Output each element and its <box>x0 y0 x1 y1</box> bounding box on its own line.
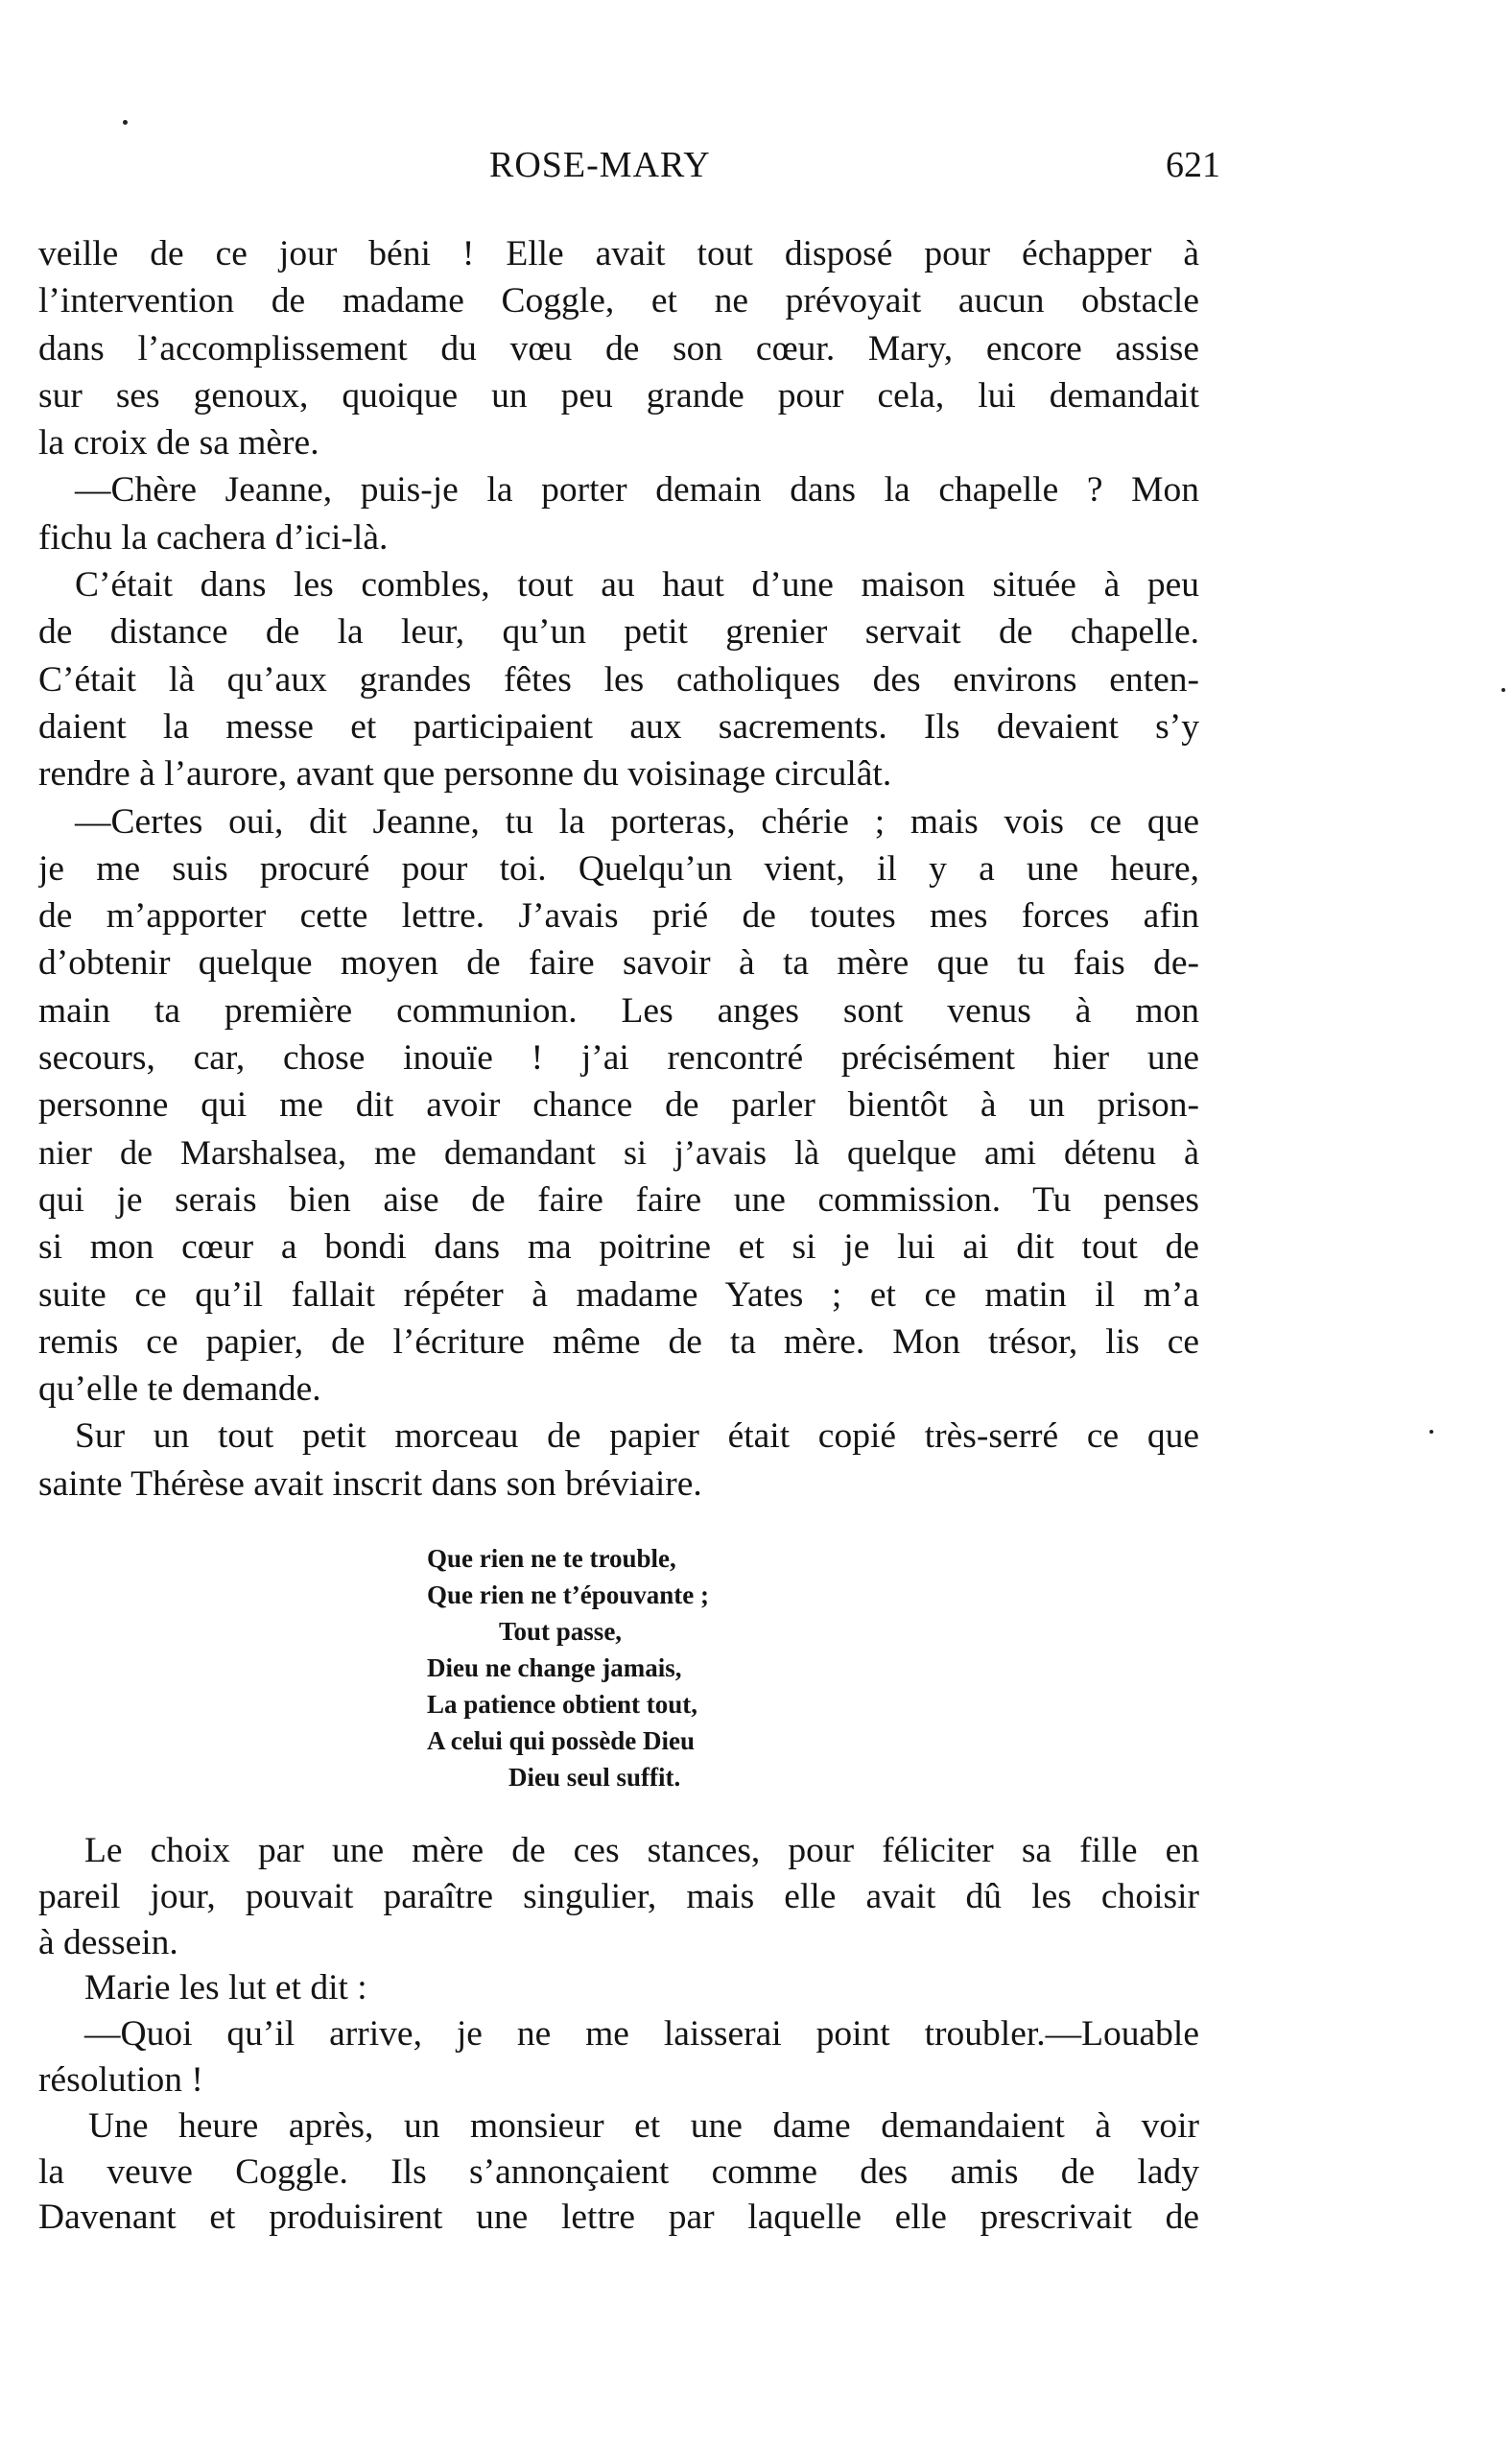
page-header <box>38 144 1220 202</box>
quoted-poem <box>427 1540 709 1795</box>
text-line: Davenant et produisirent une lettre par laquelle elle prescrivait de <box>38 2198 1199 2238</box>
closing-text <box>38 1828 1199 2241</box>
text-line: main ta première communion. Les anges sont venus à mon <box>38 990 1199 1031</box>
text-line: qui je serais bien aise de faire faire une commission. Tu penses <box>38 1179 1199 1220</box>
text-line: fichu la cachera d’ici-là. <box>38 517 389 558</box>
text-line: je me suis procuré pour toi. Quelqu’un vient, il y a une heure, <box>38 848 1199 889</box>
text-line: Sur un tout petit morceau de papier était copié très-serré ce que <box>75 1416 1199 1457</box>
main-text <box>38 230 1199 1508</box>
text-line: —Chère Jeanne, puis-je la porter demain dans la chapelle ? Mon <box>75 470 1199 511</box>
text-line: Le choix par une mère de ces stances, pour féliciter sa fille en <box>84 1831 1199 1870</box>
text-line: Une heure après, un monsieur et une dame demandaient à voir <box>88 2105 1199 2146</box>
text-line: la croix de sa mère. <box>38 423 319 463</box>
print-speck <box>123 120 128 125</box>
text-line: —Certes oui, dit Jeanne, tu la porteras, chérie ; mais vois ce que <box>75 801 1199 842</box>
print-speck <box>1429 1430 1433 1434</box>
poem-verse: Que rien ne t’épouvante ; <box>427 1580 709 1609</box>
text-line: —Quoi qu’il arrive, je ne me laisserai point troubler.—Louable <box>84 2014 1199 2055</box>
text-line: qu’elle te demande. <box>38 1369 321 1410</box>
text-line: de m’apporter cette lettre. J’avais prié de toutes mes forces afin <box>38 896 1199 937</box>
text-line: C’était là qu’aux grandes fêtes les catholiques des environs enten- <box>38 659 1199 700</box>
text-line: suite ce qu’il fallait répéter à madame Yates ; et ce matin il m’a <box>38 1274 1199 1315</box>
text-line: daient la messe et participaient aux sacrements. Ils devaient s’y <box>38 706 1199 747</box>
text-line: dans l’accomplissement du vœu de son cœur. Mary, encore assise <box>38 328 1199 368</box>
text-line: secours, car, chose inouïe ! j’ai rencontré précisément hier une <box>38 1038 1199 1079</box>
print-speck <box>1501 688 1505 692</box>
text-line: résolution ! <box>38 2059 203 2100</box>
poem-verse: A celui qui possède Dieu <box>427 1726 696 1755</box>
text-line: C’était dans les combles, tout au haut d’une maison située à peu <box>75 565 1199 606</box>
text-line: remis ce papier, de l’écriture même de ta mère. Mon trésor, lis ce <box>38 1321 1199 1362</box>
text-line: d’obtenir quelque moyen de faire savoir à ta mère que tu fais de- <box>38 943 1199 984</box>
text-line: sainte Thérèse avait inscrit dans son bréviaire. <box>38 1463 702 1504</box>
text-line: Marie les lut et dit : <box>84 1968 367 2008</box>
text-line: personne qui me dit avoir chance de parler bientôt à un prison- <box>38 1085 1199 1126</box>
poem-verse: Que rien ne te trouble, <box>427 1544 676 1573</box>
text-line: pareil jour, pouvait paraître singulier, mais elle avait dû les choisir <box>38 1876 1199 1916</box>
poem-verse: Dieu ne change jamais, <box>427 1653 682 1682</box>
poem-verse: Tout passe, <box>499 1617 623 1646</box>
text-line: si mon cœur a bondi dans ma poitrine et si je lui ai dit tout de <box>38 1227 1199 1268</box>
text-line: sur ses genoux, quoique un peu grande pour cela, lui demandait <box>38 375 1199 416</box>
text-line: nier de Marshalsea, me demandant si j’avais là quelque ami détenu à <box>38 1132 1199 1172</box>
running-title: ROSE-MARY <box>489 145 711 185</box>
text-line: à dessein. <box>38 1922 178 1962</box>
poem-verse: La patience obtient tout, <box>427 1690 697 1719</box>
text-line: de distance de la leur, qu’un petit grenier servait de chapelle. <box>38 612 1199 653</box>
text-line: veille de ce jour béni ! Elle avait tout disposé pour échapper à <box>38 234 1199 273</box>
text-line: l’intervention de madame Coggle, et ne prévoyait aucun obstacle <box>38 281 1199 321</box>
text-line: la veuve Coggle. Ils s’annonçaient comme des amis de lady <box>38 2151 1199 2192</box>
poem-verse: Dieu seul suffit. <box>508 1763 681 1792</box>
text-line: rendre à l’aurore, avant que personne du voisinage circulât. <box>38 754 892 795</box>
page-number: 621 <box>1166 145 1220 185</box>
